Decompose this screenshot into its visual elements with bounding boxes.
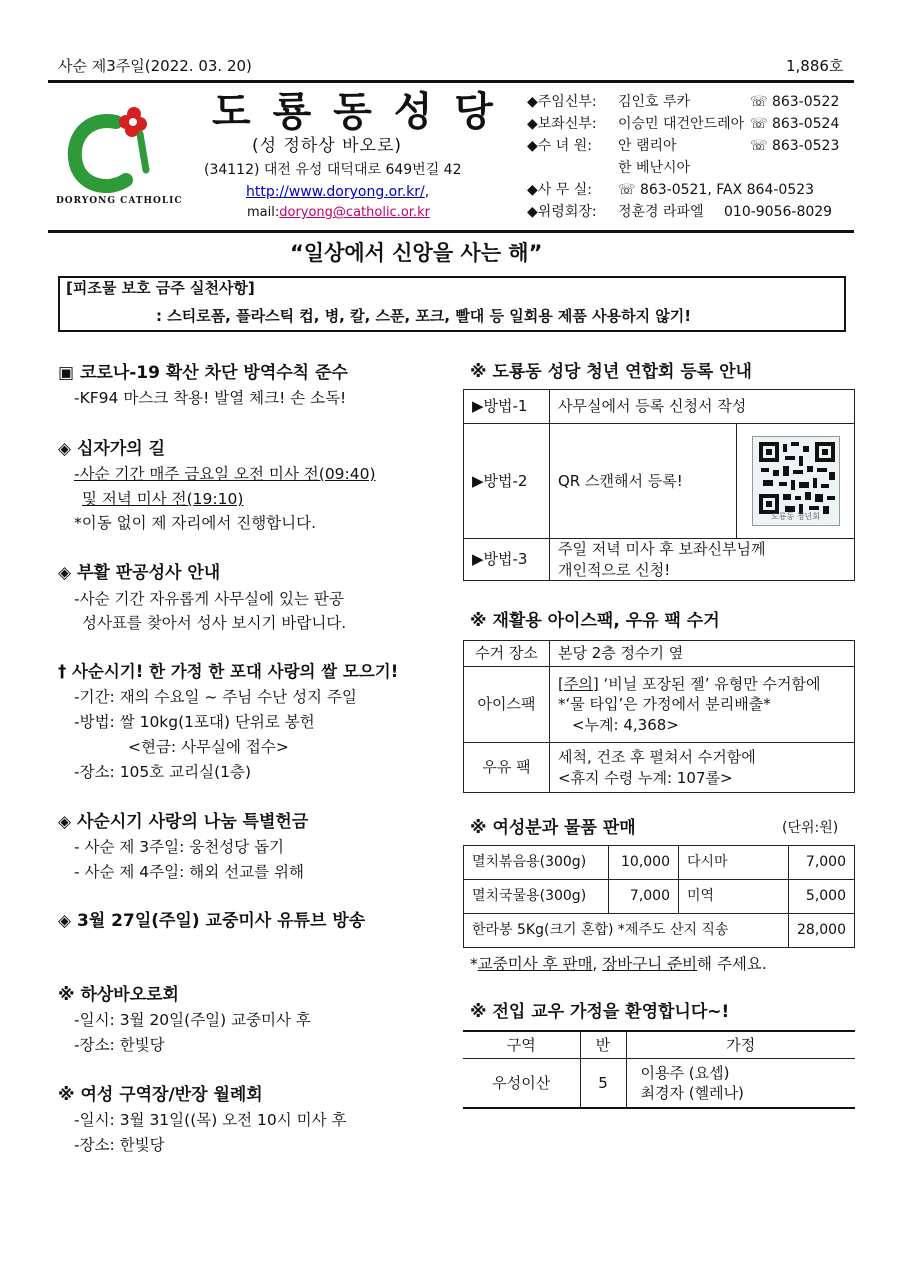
sales-item-1: 멸치볶음용(300g)	[464, 846, 609, 880]
sales-title: ※ 여성분과 물품 판매	[470, 818, 636, 838]
rice-line-4: -장소: 105호 교리실(1층)	[74, 763, 252, 781]
qr-code[interactable]	[752, 436, 840, 526]
recycle-loc-value: 본당 2층 정수기 옆	[550, 641, 855, 667]
sales-note-sep: ,	[592, 955, 603, 973]
contact-role-6: ◆위령회장:	[527, 204, 597, 220]
notice-title: [피조물 보호 금주 실천사항]	[66, 279, 255, 297]
welcome-table	[463, 1030, 855, 1109]
website-line	[246, 184, 429, 201]
sales-price-3: 7,000	[609, 880, 679, 914]
qr-cell	[737, 424, 855, 539]
logo-text: DORYONG CATHOLIC	[56, 196, 183, 206]
notice-box	[58, 276, 846, 332]
issue-date: 사순 제3주일(2022. 03. 20)	[58, 57, 252, 75]
sales-note-star: *	[470, 955, 478, 973]
recycle-milk-line-1: 세척, 건조 후 펼쳐서 수거함에	[558, 748, 756, 767]
welcome-head-ban: 반	[580, 1031, 626, 1058]
recycle-ice-label: 아이스팩	[464, 667, 550, 743]
sales-item-2: 다시마	[679, 846, 789, 880]
youth-desc-2: QR 스캔해서 등록!	[550, 424, 737, 539]
contact-name-2: 이승민 대건안드레아	[618, 116, 745, 132]
youth-desc-1: 사무실에서 등록 신청서 작성	[550, 390, 855, 424]
motto: “일상에서 신앙을 사는 해”	[290, 241, 543, 265]
parish-title: 도 룡 동 성 당	[212, 89, 497, 135]
sales-price-1: 10,000	[609, 846, 679, 880]
recycle-milk-desc	[550, 743, 855, 793]
sales-price-5: 28,000	[789, 914, 855, 948]
welcome-head-family: 가정	[626, 1031, 855, 1058]
website-link[interactable]: http://www.doryong.or.kr/	[246, 184, 425, 200]
recycle-ice-caution: [주의]	[558, 675, 599, 694]
recycle-title: ※ 재활용 아이스팩, 우유 팩 수거	[470, 611, 720, 631]
welcome-family-2: 최경자 (헬레나)	[640, 1083, 744, 1102]
sales-note-when: 교중미사 후 판매	[477, 955, 593, 973]
sales-price-4: 5,000	[789, 880, 855, 914]
welcome-head-area: 구역	[463, 1031, 580, 1058]
rice-line-2: -방법: 쌀 10kg(1포대) 단위로 봉헌	[74, 713, 315, 731]
youtube-title: ◈ 3월 27일(주일) 교중미사 유튜브 방송	[58, 911, 366, 931]
confession-line-2: 성사표를 찾아서 성사 보시기 바랍니다.	[82, 614, 347, 632]
contact-phone-3: ☏ 863-0523	[750, 138, 840, 154]
recycle-table	[463, 640, 855, 793]
recycle-milk-label: 우유 팩	[464, 743, 550, 793]
welcome-family	[626, 1058, 855, 1108]
contact-phone-6: 010-9056-8029	[724, 204, 833, 220]
welcome-family-1: 이용주 (요셉)	[640, 1063, 730, 1082]
sales-item-3: 멸치국물용(300g)	[464, 880, 609, 914]
sales-item-5: 한라봉 5Kg(크기 혼합) *제주도 산지 직송	[464, 914, 789, 948]
contact-role-3: ◆수 녀 원:	[527, 138, 592, 154]
youth-title: ※ 도룡동 성당 청년 연합회 등록 안내	[470, 362, 752, 382]
contact-name-6: 정훈경 라파엘	[618, 204, 704, 220]
rice-line-1: -기간: 재의 수요일 ~ 주님 수난 성지 주일	[74, 688, 357, 706]
parish-logo	[56, 100, 183, 215]
recycle-ice-line-2: *‘물 타입’은 가정에서 분리배출*	[558, 695, 771, 714]
hasang-title: ※ 하상바오로회	[58, 985, 179, 1005]
youth-desc-3	[550, 539, 855, 581]
recycle-ice-desc	[550, 667, 855, 743]
recycle-ice-rule: ‘비닐 포장된 젤’ 유형만 수거함에	[598, 675, 821, 694]
recycle-ice-line-1	[558, 674, 854, 694]
youth-method-3: ▶방법-3	[464, 539, 550, 581]
sales-unit: (단위:원)	[782, 820, 839, 836]
youth-desc-3-line-1: 주일 저녁 미사 후 보좌신부님께	[558, 540, 766, 559]
confession-title: ◈ 부활 판공성사 안내	[58, 563, 221, 583]
welcome-area: 우성이산	[463, 1058, 580, 1108]
contact-name-5: ☏ 863-0521, FAX 864-0523	[618, 182, 815, 198]
offering-line-2: - 사순 제 4주일: 해외 선교를 위해	[74, 863, 304, 881]
recycle-milk-line-2: <휴지 수령 누계: 107롤>	[558, 768, 733, 787]
contact-name-3: 안 램리아	[618, 138, 677, 154]
welcome-title: ※ 전입 교우 가정을 환영합니다~!	[470, 1002, 730, 1022]
sales-item-4: 미역	[679, 880, 789, 914]
contact-role-2: ◆보좌신부:	[527, 116, 597, 132]
women-line-1: -일시: 3월 31일((목) 오전 10시 미사 후	[74, 1111, 347, 1129]
youth-method-2: ▶방법-2	[464, 424, 550, 539]
header-rule	[48, 230, 854, 233]
contact-name-1: 김인호 루카	[618, 94, 691, 110]
contact-phone-2: ☏ 863-0524	[750, 116, 840, 132]
sales-table	[463, 845, 855, 948]
covid-line: -KF94 마스크 착용! 발열 체크! 손 소독!	[74, 389, 347, 407]
qr-caption: 도룡동 청년회	[771, 512, 820, 522]
women-line-2: -장소: 한빛당	[74, 1136, 165, 1154]
mail-line	[247, 205, 430, 221]
stations-title: ◈ 십자가의 길	[58, 439, 166, 459]
qr-code-icon	[759, 442, 835, 514]
women-title: ※ 여성 구역장/반장 월례회	[58, 1085, 263, 1105]
covid-title: ▣ 코로나-19 확산 차단 방역수칙 준수	[58, 363, 348, 383]
mail-link[interactable]: doryong@catholic.or.kr	[279, 205, 430, 220]
recycle-loc-label: 수거 장소	[464, 641, 550, 667]
contact-role-1: ◆주임신부:	[527, 94, 597, 110]
contact-phone-1: ☏ 863-0522	[750, 94, 840, 110]
youth-table	[463, 389, 855, 581]
website-suffix: ,	[424, 184, 430, 200]
youth-method-1: ▶방법-1	[464, 390, 550, 424]
contact-name-4: 한 베난시아	[618, 160, 691, 176]
stations-line-2: 및 저녁 미사 전(19:10)	[82, 490, 244, 508]
sales-note-end: 해 주세요.	[697, 955, 767, 973]
offering-line-1: - 사순 제 3주일: 웅천성당 돕기	[74, 838, 285, 856]
top-rule	[48, 80, 854, 83]
stations-line-1: -사순 기간 매주 금요일 오전 미사 전(09:40)	[74, 465, 376, 483]
hasang-line-1: -일시: 3월 20일(주일) 교중미사 후	[74, 1011, 311, 1029]
issue-number: 1,886호	[786, 57, 844, 75]
parish-address: (34112) 대전 유성 대덕대로 649번길 42	[204, 162, 462, 178]
youth-desc-3-line-2: 개인적으로 신청!	[558, 560, 671, 579]
rice-line-3: <현금: 사무실에 접수>	[128, 738, 289, 756]
mail-label: mail:	[247, 205, 280, 220]
contact-role-5: ◆사 무 실:	[527, 182, 592, 198]
rice-title: † 사순시기! 한 가정 한 포대 사랑의 쌀 모으기!	[58, 662, 399, 681]
stations-line-3: *이동 없이 제 자리에서 진행합니다.	[74, 514, 317, 532]
sales-note-bag: 장바구니 준비	[602, 955, 698, 973]
offering-title: ◈ 사순시기 사랑의 나눔 특별헌금	[58, 812, 309, 832]
parish-patron: (성 정하상 바오로)	[252, 136, 403, 156]
confession-line-1: -사순 기간 자유롭게 사무실에 있는 판공	[74, 590, 344, 608]
recycle-ice-total: <누계: 4,368>	[572, 715, 679, 734]
sales-note	[470, 955, 767, 974]
hasang-line-2: -장소: 한빛당	[74, 1036, 165, 1054]
notice-text: : 스티로폼, 플라스틱 컵, 병, 칼, 스푼, 포크, 빨대 등 일회용 제품 사용하지 않기!	[156, 307, 692, 325]
sales-price-2: 7,000	[789, 846, 855, 880]
welcome-ban: 5	[580, 1058, 626, 1108]
